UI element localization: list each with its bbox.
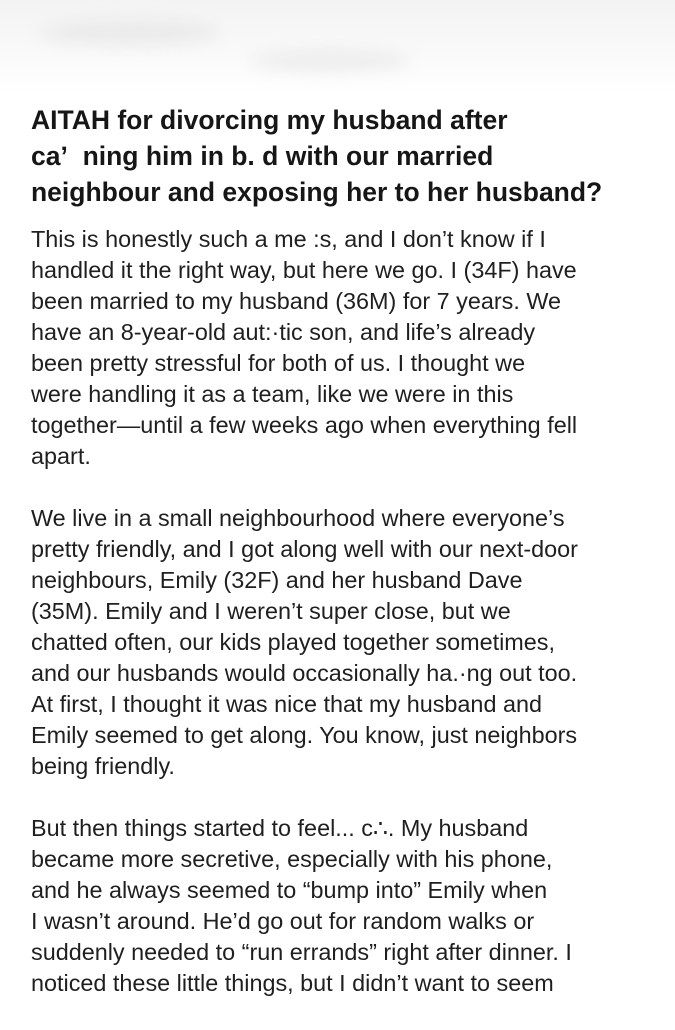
post-title-line: caʼ ning him in b. d with our married [31,141,494,171]
body-line: being friendly. [31,753,175,779]
body-line: chatted often, our kids played together sometimes, [31,629,555,655]
body-line: neighbours, Emily (32F) and her husband Dave [31,567,523,593]
post-body [31,224,656,999]
body-line: This is honestly such a me :s, and I don’t know if I [31,226,546,252]
body-line: But then things started to feel... c∴. My husband [31,815,529,841]
body-line: apart. [31,443,91,469]
body-line: and he always seemed to “bump into” Emily when [31,877,548,903]
body-line: (35M). Emily and I weren’t super close, but we [31,598,511,624]
post-title-line: neighbour and exposing her to her husband? [31,177,603,207]
post-content [31,102,656,1030]
body-line: became more secretive, especially with his phone, [31,846,553,872]
body-line: pretty friendly, and I got along well with our next-door [31,536,578,562]
paragraph-2 [31,503,656,782]
body-line: At first, I thought it was nice that my husband and [31,691,542,717]
blurred-smudge [250,50,410,72]
paragraph-1 [31,224,656,472]
body-line: been married to my husband (36M) for 7 years. We [31,288,561,314]
body-line: suddenly needed to “run errands” right after dinner. I [31,939,572,965]
body-line: noticed these little things, but I didn’t want to seem [31,970,554,996]
body-line: have an 8-year-old aut:·tic son, and life’s already [31,319,536,345]
body-line: I wasn’t around. He’d go out for random walks or [31,908,535,934]
post-title-line: AITAH for divorcing my husband after [31,105,508,135]
body-line: We live in a small neighbourhood where everyone’s [31,505,565,531]
body-line: Emily seemed to get along. You know, just neighbors [31,722,578,748]
blurred-smudge [40,20,220,46]
post-title [31,102,656,210]
body-line: together—until a few weeks ago when everything fell [31,412,578,438]
body-line: and our husbands would occasionally ha.·ng out too. [31,660,578,686]
body-line: been pretty stressful for both of us. I thought we [31,350,526,376]
blurred-header-area [0,0,675,95]
body-line: handled it the right way, but here we go. I (34F) have [31,257,577,283]
body-line: were handling it as a team, like we were in this [31,381,514,407]
paragraph-3 [31,813,656,999]
